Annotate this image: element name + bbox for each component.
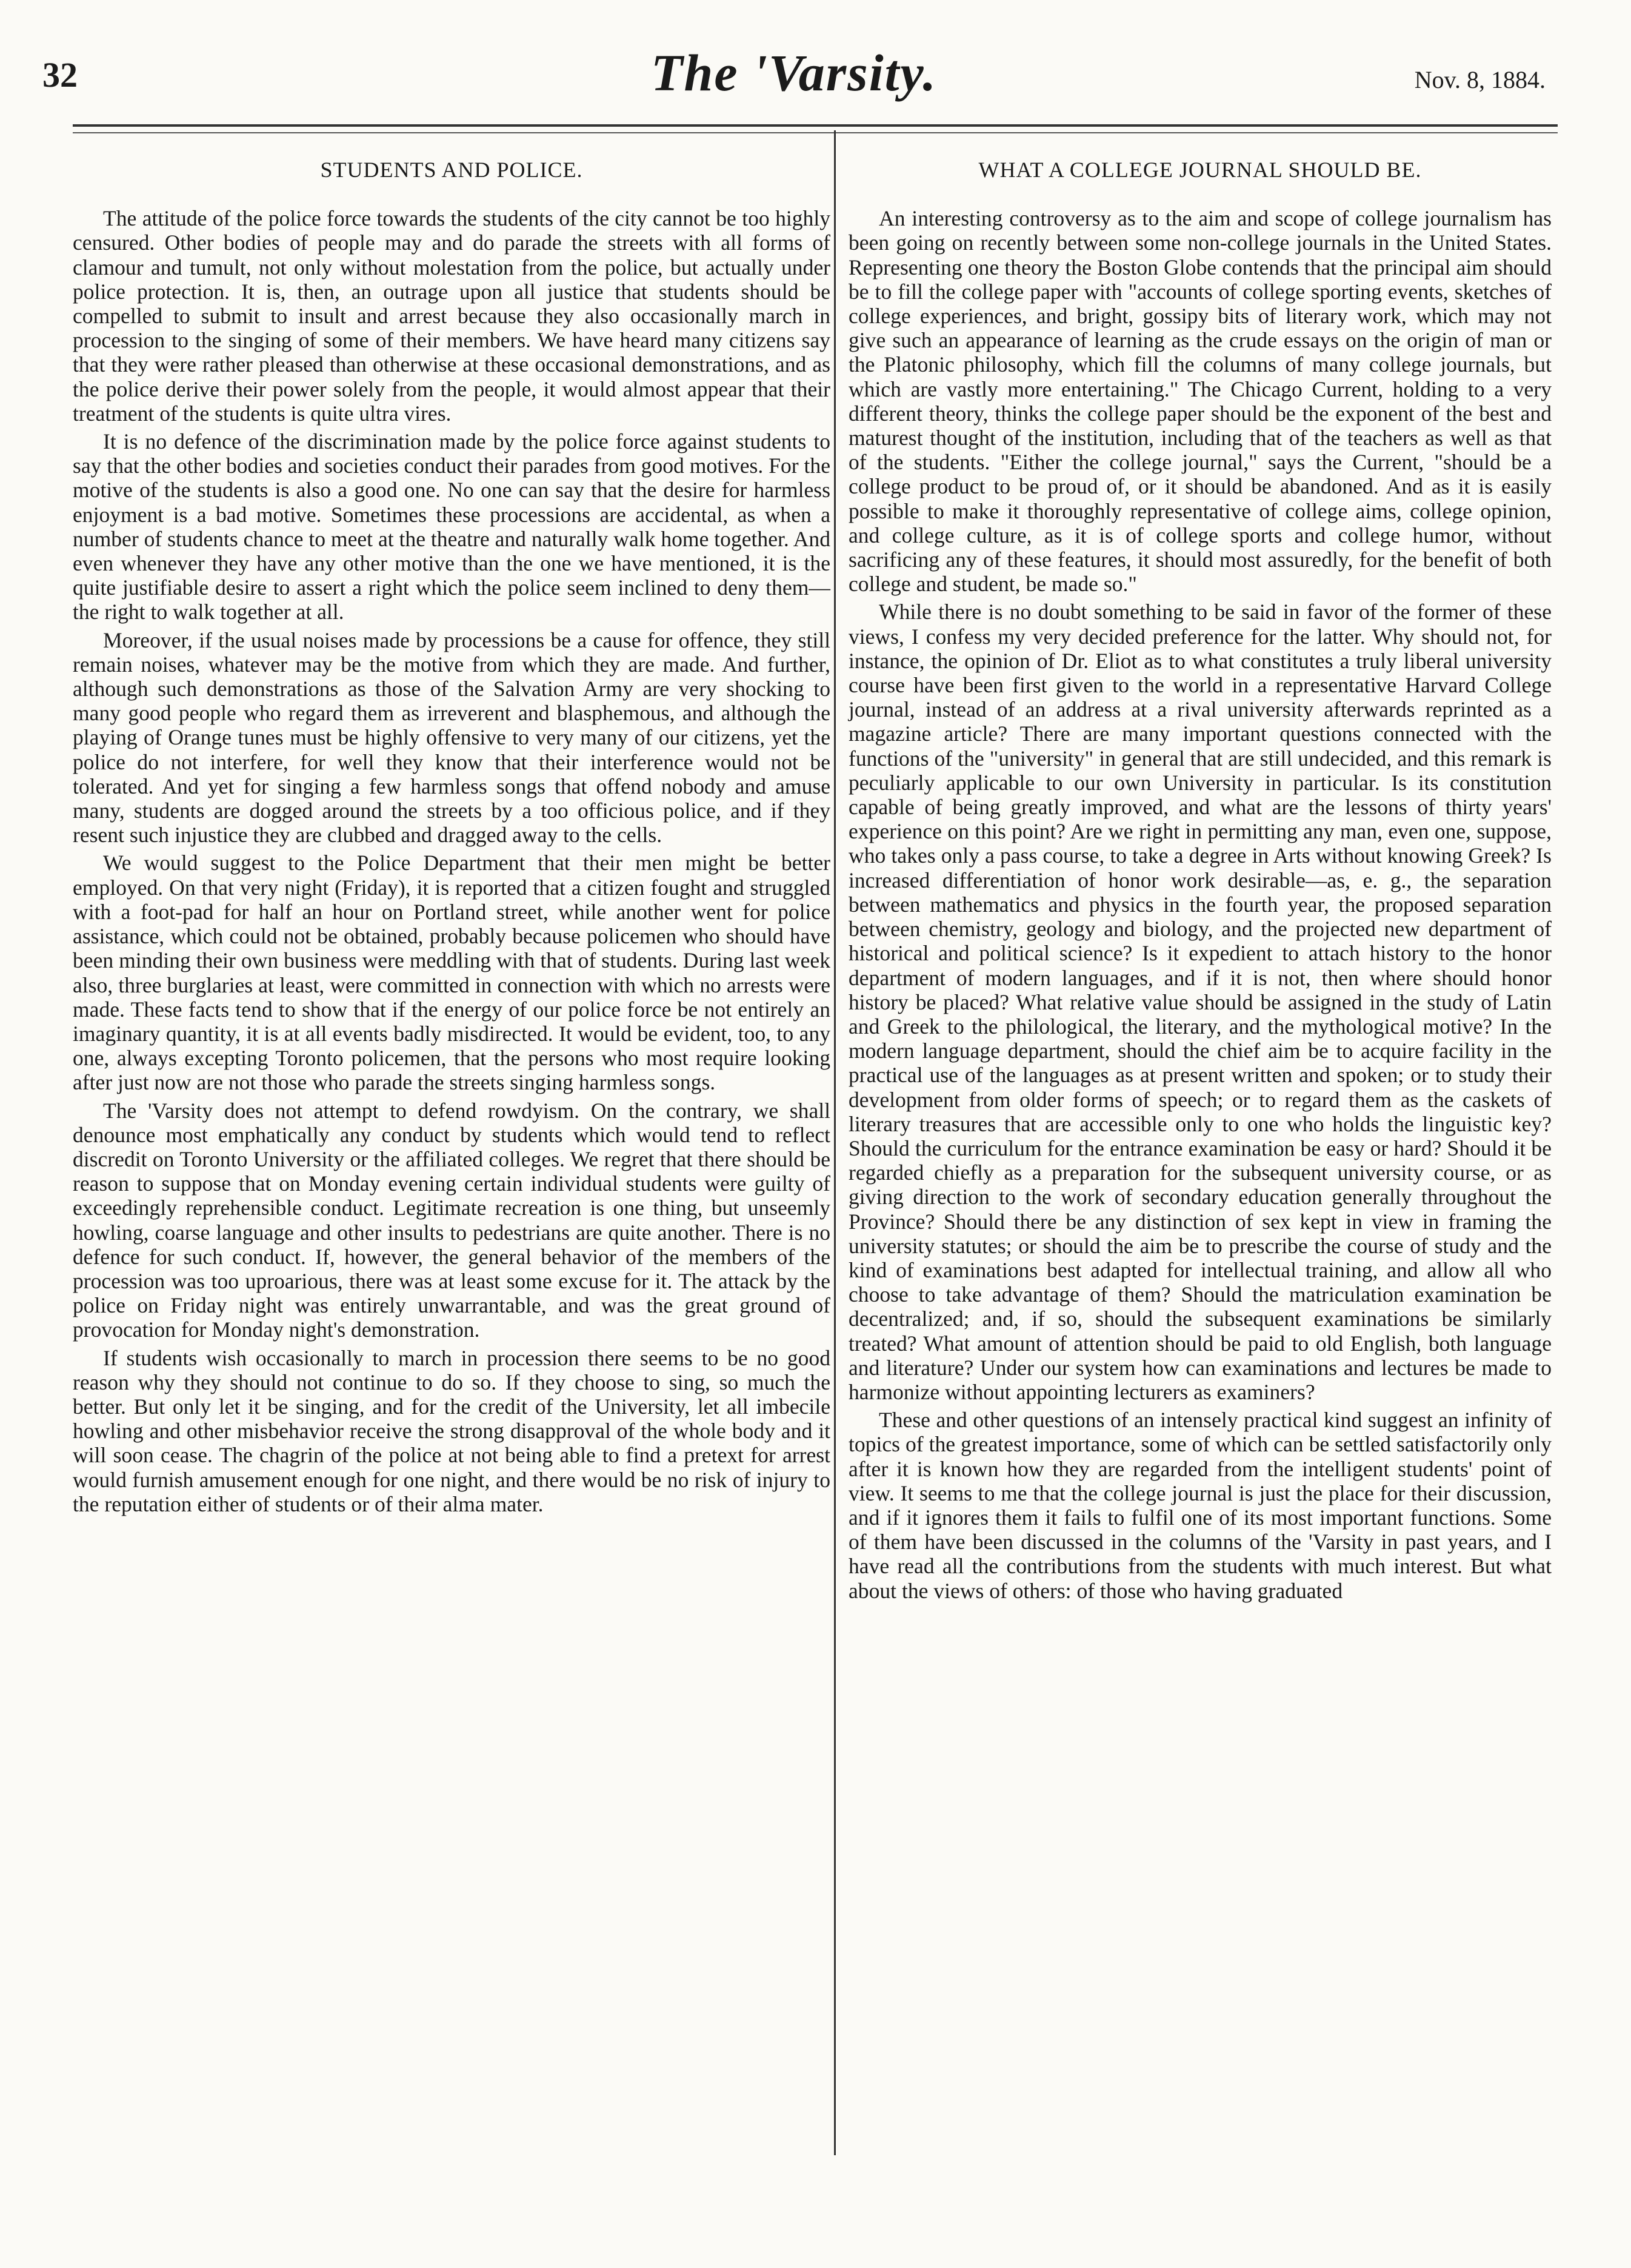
masthead-title: The 'Varsity. bbox=[651, 44, 937, 102]
header-rule-thick bbox=[73, 124, 1558, 127]
page-number: 32 bbox=[42, 55, 78, 95]
article-title: STUDENTS AND POLICE. bbox=[320, 158, 583, 182]
header-rule-thin bbox=[73, 132, 1558, 133]
issue-date: Nov. 8, 1884. bbox=[1414, 66, 1546, 93]
article-paragraph: The attitude of the police force towards the students of the city cannot be too highly censured. Other bodies of people may and do parade the streets with all forms of clamour and tumult, not only without molestation from the police, but actually under police protection. It is, then, an outrage upon all justice that students should be compelled to submit to insult and arrest because they also occasionally march in procession to the singing of some of their members. We have heard many citizens say that they were rather pleased than otherwise at these occasional demonstrations, and as the police derive their power solely from the people, it would almost appear that their treatment of the students is quite ultra vires. bbox=[73, 206, 830, 426]
article-paragraph: The 'Varsity does not attempt to defend rowdyism. On the contrary, we shall denounce most emphatically any conduct by students which would tend to reflect discredit on Toronto University or the affiliated colleges. We regret that there should be reason to suppose that on Monday evening certain individual students were guilty of exceedingly reprehensible conduct. Legitimate recreation is one thing, but unseemly howling, coarse language and other insults to pedestrians are quite another. There is no defence for such conduct. If, however, the general behavior of the members of the procession was too uproarious, there was at least some excuse for it. The attack by the police on Friday night was entirely unwarrantable, and was the great ground of provocation for Monday night's demonstration. bbox=[73, 1098, 830, 1342]
page-header bbox=[42, 42, 1546, 109]
article-paragraph: While there is no doubt something to be said in favor of the former of these views, I confess my very decided preference for the latter. Why should not, for instance, the opinion of Dr. Eliot as to what constitutes a truly liberal university course have been first given to the world in a representative Harvard College journal, instead of an address at a rival university afterwards reprinted as a magazine article? There are many important questions connected with the functions of the "university" in general that are still undecided, and this remark is peculiarly applicable to our own University in particular. Is its constitution capable of being greatly improved, and what are the lessons of thirty years' experience on this point? Are we right in permitting any man, even one, suppose, who takes only a pass course, to take a degree in Arts without knowing Greek? Is increased differentiation of honor work desirable—as, e. g., the separation between mathematics and physics in the fourth year, the proposed separation between chemistry, geology and biology, and the projected new department of historical and political science? Is it expedient to attach history to the honor department of modern languages, and if it is not, then where should honor history be placed? What relative value should be assigned in the study of Latin and Greek to the philological, the literary, and the mythological motive? In the modern language department, should the chief aim be to acquire facility in the practical use of the languages as at present written and spoken; or to study their development from older forms of speech; or to regard them as the caskets of literary treasures that are accessible only to one who holds the linguistic key? Should the curriculum for the entrance examination be easy or hard? Should it be regarded chiefly as a preparation for the subsequent university course, or as giving direction to the work of secondary education generally throughout the Province? Should there be any distinction of sex kept in view in framing the university statutes; or should the aim be to prescribe the course of study and the kind of examinations best adapted for intellectual training, and allow all who choose to take advantage of them? Should the matriculation examination be decentralized; and, if so, should the subsequent examinations be similarly treated? What amount of attention should be paid to old English, both language and literature? Under our system how can examinations and lectures be made to harmonize without appointing lecturers as examiners? bbox=[849, 600, 1552, 1404]
article-students-and-police bbox=[73, 146, 830, 1520]
article-paragraph: It is no defence of the discrimination made by the police force against students to say that the other bodies and societies conduct their parades from good motives. For the motive of the students is also a good one. No one can say that the desire for harmless enjoyment is a bad motive. Sometimes these processions are accidental, as when a number of students chance to meet at the theatre and naturally walk home together. And even whenever they have any other motive than the one we have mentioned, it is the quite justifiable desire to assert a right which the police seem inclined to deny them—the right to walk together at all. bbox=[73, 429, 830, 624]
column-divider bbox=[834, 130, 836, 2155]
article-paragraph: An interesting controversy as to the aim and scope of college journalism has been going on recently between some non-college journals in the United States. Representing one theory the Boston Globe contends that the principal aim should be to fill the college paper with "accounts of college sporting events, sketches of college experiences, and bright, gossipy bits of literary work, which may not give such an appearance of learning as the crude essays on the origin of man or the Platonic philosophy, which fill the columns of many college journals, but which are vastly more entertaining." The Chicago Current, holding to a very different theory, thinks the college paper should be the exponent of the best and maturest thought of the institution, including that of the teachers as well as that of the students. "Either the college journal," says the Current, "should be a college product to be proud of, or it should be abandoned. And as it is easily possible to make it thoroughly representative of college aims, college opinion, and college culture, as it is of college sports and college humor, without sacrificing any of these features, it should most assuredly, for the benefit of both college and student, be made so." bbox=[849, 206, 1552, 597]
article-paragraph: Moreover, if the usual noises made by processions be a cause for offence, they still remain noises, whatever may be the motive from which they are made. And further, although such demonstrations as those of the Salvation Army are very shocking to many good people who regard them as irreverent and blasphemous, and although the playing of Orange tunes must be highly offensive to very many of our citizens, yet the police do not interfere, for well they know that their interference would not be tolerated. And yet for singing a few harmless songs that offend nobody and amuse many, students are dogged around the streets by a too officious police, and if they resent such injustice they are clubbed and dragged away to the cells. bbox=[73, 627, 830, 848]
article-paragraph: These and other questions of an intensely practical kind suggest an infinity of topics of the greatest importance, some of which can be settled satisfactorily only after it is known how they are regarded from the intelligent students' point of view. It seems to me that the college journal is just the place for their discussion, and if it ignores them it fails to fulfil one of its most important functions. Some of them have been discussed in the columns of the 'Varsity in past years, and I have read all the contributions from the students with much interest. But what about the views of others: of those who having graduated bbox=[849, 1408, 1552, 1603]
article-paragraph: We would suggest to the Police Department that their men might be better employed. On that very night (Friday), it is reported that a citizen fought and struggled with a foot-pad for half an hour on Portland street, while another went for police assistance, which could not be obtained, probably because policemen who should have been minding their own business were meddling with that of students. During last week also, three burglaries at least, were committed in connection with which no arrests were made. These facts tend to show that if the energy of our police force be not entirely an imaginary quantity, it is at all events badly misdirected. It would be evident, too, to any one, always excepting Toronto policemen, that the persons who most require looking after just now are not those who parade the streets singing harmless songs. bbox=[73, 851, 830, 1095]
article-title: WHAT A COLLEGE JOURNAL SHOULD BE. bbox=[978, 158, 1422, 182]
article-paragraph: If students wish occasionally to march in procession there seems to be no good reason why they should not continue to do so. If they choose to sing, so much the better. But only let it be singing, and for the credit of the University, let all imbecile howling and other misbehavior receive the strong disapproval of the whole body and it will soon cease. The chagrin of the police at not being able to find a pretext for arrest would furnish amusement enough for one night, and there would be no risk of injury to the reputation either of students or of their alma mater. bbox=[73, 1345, 830, 1516]
article-college-journal bbox=[849, 146, 1552, 1607]
